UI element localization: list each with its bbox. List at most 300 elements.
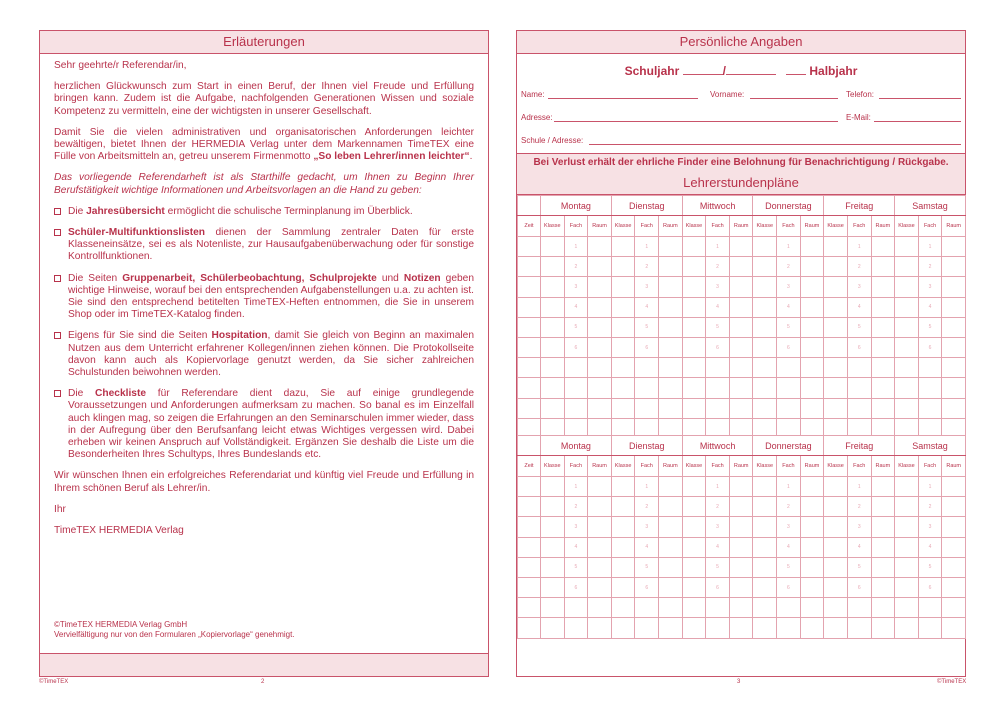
- timetable-cell[interactable]: 1: [847, 477, 871, 497]
- timetable-cell[interactable]: [541, 297, 565, 317]
- timetable-cell[interactable]: [682, 537, 706, 557]
- timetable-cell[interactable]: [753, 257, 777, 277]
- timetable-cell[interactable]: [895, 477, 919, 497]
- timetable-cell[interactable]: [753, 297, 777, 317]
- timetable-cell[interactable]: [824, 537, 848, 557]
- timetable-cell[interactable]: [871, 317, 895, 337]
- timetable-cell[interactable]: 6: [635, 337, 659, 357]
- timetable-cell[interactable]: [729, 257, 753, 277]
- timetable-cell[interactable]: 2: [918, 257, 942, 277]
- timetable-cell[interactable]: [541, 337, 565, 357]
- timetable-cell[interactable]: 6: [706, 577, 730, 597]
- timetable-cell[interactable]: [635, 618, 659, 638]
- timetable-cell[interactable]: 4: [777, 297, 801, 317]
- timetable-cell[interactable]: 4: [918, 537, 942, 557]
- timetable-cell[interactable]: [588, 598, 612, 618]
- timetable-cell[interactable]: [777, 358, 801, 378]
- timetable-cell[interactable]: [824, 257, 848, 277]
- timetable-cell[interactable]: [611, 398, 635, 418]
- timetable-cell[interactable]: [871, 618, 895, 638]
- timetable-cell[interactable]: 1: [918, 477, 942, 497]
- timetable-cell[interactable]: [682, 237, 706, 257]
- timetable-cell[interactable]: [611, 618, 635, 638]
- timetable-cell[interactable]: [564, 398, 588, 418]
- timetable-cell[interactable]: [800, 337, 824, 357]
- timetable-cell[interactable]: [800, 358, 824, 378]
- timetable-cell[interactable]: [800, 517, 824, 537]
- timetable-cell[interactable]: 4: [564, 537, 588, 557]
- timetable-cell[interactable]: [682, 557, 706, 577]
- timetable-cell[interactable]: [895, 317, 919, 337]
- timetable-cell[interactable]: [895, 257, 919, 277]
- timetable-cell[interactable]: 3: [635, 517, 659, 537]
- timetable-cell[interactable]: [753, 317, 777, 337]
- timetable-cell[interactable]: [588, 537, 612, 557]
- timetable-cell[interactable]: [753, 237, 777, 257]
- time-cell[interactable]: [518, 297, 541, 317]
- timetable-cell[interactable]: [729, 537, 753, 557]
- timetable-cell[interactable]: 5: [706, 557, 730, 577]
- halbjahr-field[interactable]: [786, 64, 806, 75]
- timetable-cell[interactable]: 6: [847, 577, 871, 597]
- timetable-cell[interactable]: [871, 297, 895, 317]
- timetable-cell[interactable]: [682, 277, 706, 297]
- timetable-cell[interactable]: [611, 257, 635, 277]
- timetable-cell[interactable]: [918, 358, 942, 378]
- timetable-cell[interactable]: 2: [564, 497, 588, 517]
- timetable-cell[interactable]: 4: [706, 297, 730, 317]
- timetable-cell[interactable]: [682, 577, 706, 597]
- timetable-cell[interactable]: 2: [847, 257, 871, 277]
- timetable-cell[interactable]: [541, 477, 565, 497]
- time-cell[interactable]: [518, 337, 541, 357]
- timetable-cell[interactable]: [659, 358, 683, 378]
- timetable-cell[interactable]: [895, 577, 919, 597]
- timetable-cell[interactable]: [541, 598, 565, 618]
- timetable-cell[interactable]: [942, 477, 966, 497]
- timetable-cell[interactable]: 4: [847, 537, 871, 557]
- timetable-cell[interactable]: [753, 358, 777, 378]
- timetable-cell[interactable]: 5: [777, 557, 801, 577]
- email-field[interactable]: [874, 121, 961, 122]
- timetable-cell[interactable]: [706, 398, 730, 418]
- timetable-cell[interactable]: [541, 577, 565, 597]
- adresse-field[interactable]: [554, 121, 838, 122]
- timetable-cell[interactable]: [942, 577, 966, 597]
- timetable-cell[interactable]: [611, 358, 635, 378]
- timetable-cell[interactable]: 1: [847, 237, 871, 257]
- timetable-cell[interactable]: 3: [564, 517, 588, 537]
- timetable-cell[interactable]: [588, 257, 612, 277]
- timetable-cell[interactable]: 2: [918, 497, 942, 517]
- timetable-cell[interactable]: [847, 598, 871, 618]
- timetable-cell[interactable]: [588, 398, 612, 418]
- timetable-cell[interactable]: [895, 277, 919, 297]
- timetable-cell[interactable]: 5: [706, 317, 730, 337]
- timetable-cell[interactable]: [753, 618, 777, 638]
- timetable-cell[interactable]: [942, 618, 966, 638]
- timetable-cell[interactable]: [729, 297, 753, 317]
- timetable-cell[interactable]: [611, 297, 635, 317]
- timetable-cell[interactable]: 2: [564, 257, 588, 277]
- timetable-cell[interactable]: [706, 598, 730, 618]
- timetable-cell[interactable]: [895, 537, 919, 557]
- timetable-cell[interactable]: 5: [918, 557, 942, 577]
- timetable-cell[interactable]: 2: [706, 497, 730, 517]
- timetable-cell[interactable]: [588, 577, 612, 597]
- timetable-cell[interactable]: [800, 477, 824, 497]
- timetable-cell[interactable]: 6: [635, 577, 659, 597]
- timetable-cell[interactable]: [942, 537, 966, 557]
- timetable-cell[interactable]: 3: [706, 517, 730, 537]
- timetable-cell[interactable]: [871, 237, 895, 257]
- timetable-cell[interactable]: [753, 277, 777, 297]
- timetable-cell[interactable]: [541, 497, 565, 517]
- timetable-cell[interactable]: [611, 277, 635, 297]
- timetable-cell[interactable]: [895, 598, 919, 618]
- timetable-cell[interactable]: [895, 297, 919, 317]
- timetable-cell[interactable]: 6: [918, 577, 942, 597]
- timetable-cell[interactable]: 4: [847, 297, 871, 317]
- timetable-cell[interactable]: [895, 358, 919, 378]
- timetable-cell[interactable]: [706, 618, 730, 638]
- timetable-cell[interactable]: [942, 557, 966, 577]
- timetable-cell[interactable]: [895, 557, 919, 577]
- timetable-cell[interactable]: [659, 297, 683, 317]
- timetable-cell[interactable]: [659, 398, 683, 418]
- timetable-cell[interactable]: [682, 598, 706, 618]
- timetable-cell[interactable]: [682, 398, 706, 418]
- timetable-cell[interactable]: [659, 277, 683, 297]
- year-field-2[interactable]: [726, 64, 776, 75]
- timetable-cell[interactable]: [635, 378, 659, 398]
- timetable-cell[interactable]: [895, 517, 919, 537]
- timetable-cell[interactable]: [777, 398, 801, 418]
- timetable-cell[interactable]: [564, 358, 588, 378]
- timetable-cell[interactable]: [824, 497, 848, 517]
- timetable-cell[interactable]: [682, 378, 706, 398]
- timetable-cell[interactable]: 5: [564, 557, 588, 577]
- timetable-cell[interactable]: 1: [706, 477, 730, 497]
- timetable-cell[interactable]: [729, 618, 753, 638]
- timetable-cell[interactable]: [706, 378, 730, 398]
- time-cell[interactable]: [518, 358, 541, 378]
- timetable-cell[interactable]: [611, 237, 635, 257]
- timetable-cell[interactable]: [777, 598, 801, 618]
- timetable-cell[interactable]: [659, 497, 683, 517]
- timetable-cell[interactable]: [729, 358, 753, 378]
- timetable-cell[interactable]: [895, 337, 919, 357]
- timetable-cell[interactable]: 6: [918, 337, 942, 357]
- timetable-cell[interactable]: 1: [564, 477, 588, 497]
- timetable-cell[interactable]: [588, 317, 612, 337]
- timetable-cell[interactable]: [588, 297, 612, 317]
- timetable-cell[interactable]: [824, 618, 848, 638]
- timetable-cell[interactable]: [871, 598, 895, 618]
- timetable-cell[interactable]: [541, 378, 565, 398]
- timetable-cell[interactable]: [729, 557, 753, 577]
- timetable-cell[interactable]: [871, 517, 895, 537]
- timetable-cell[interactable]: 3: [777, 277, 801, 297]
- timetable-cell[interactable]: [682, 497, 706, 517]
- timetable-cell[interactable]: [541, 257, 565, 277]
- time-cell[interactable]: [518, 237, 541, 257]
- timetable-cell[interactable]: [824, 398, 848, 418]
- timetable-cell[interactable]: 5: [847, 557, 871, 577]
- timetable-cell[interactable]: [753, 337, 777, 357]
- schule-field[interactable]: [589, 144, 961, 145]
- time-cell[interactable]: [518, 497, 541, 517]
- timetable-cell[interactable]: 3: [635, 277, 659, 297]
- timetable-cell[interactable]: [611, 337, 635, 357]
- timetable-cell[interactable]: [659, 598, 683, 618]
- timetable-cell[interactable]: [611, 598, 635, 618]
- timetable-cell[interactable]: [588, 497, 612, 517]
- timetable-cell[interactable]: [588, 237, 612, 257]
- timetable-cell[interactable]: [659, 477, 683, 497]
- time-cell[interactable]: [518, 257, 541, 277]
- timetable-cell[interactable]: [541, 517, 565, 537]
- timetable-cell[interactable]: [635, 598, 659, 618]
- timetable-cell[interactable]: 3: [564, 277, 588, 297]
- timetable-cell[interactable]: [729, 517, 753, 537]
- timetable-cell[interactable]: [729, 398, 753, 418]
- timetable-cell[interactable]: [942, 517, 966, 537]
- timetable-cell[interactable]: [541, 537, 565, 557]
- timetable-cell[interactable]: 6: [847, 337, 871, 357]
- timetable-cell[interactable]: [729, 378, 753, 398]
- time-cell[interactable]: [518, 477, 541, 497]
- timetable-cell[interactable]: [541, 398, 565, 418]
- timetable-cell[interactable]: [611, 517, 635, 537]
- time-cell[interactable]: [518, 598, 541, 618]
- timetable-cell[interactable]: 1: [777, 237, 801, 257]
- timetable-cell[interactable]: [824, 378, 848, 398]
- timetable-cell[interactable]: 2: [635, 497, 659, 517]
- timetable-cell[interactable]: [659, 577, 683, 597]
- timetable-cell[interactable]: 5: [635, 317, 659, 337]
- timetable-cell[interactable]: [659, 537, 683, 557]
- timetable-cell[interactable]: [729, 317, 753, 337]
- timetable-cell[interactable]: [541, 618, 565, 638]
- timetable-cell[interactable]: [729, 497, 753, 517]
- timetable-cell[interactable]: [824, 237, 848, 257]
- timetable-cell[interactable]: [729, 277, 753, 297]
- timetable-cell[interactable]: [824, 317, 848, 337]
- timetable-cell[interactable]: [588, 337, 612, 357]
- timetable-cell[interactable]: [871, 358, 895, 378]
- timetable-cell[interactable]: [800, 577, 824, 597]
- timetable-cell[interactable]: [824, 337, 848, 357]
- timetable-cell[interactable]: [682, 618, 706, 638]
- timetable-cell[interactable]: [895, 618, 919, 638]
- timetable-cell[interactable]: [659, 317, 683, 337]
- time-cell[interactable]: [518, 277, 541, 297]
- timetable-cell[interactable]: 2: [777, 497, 801, 517]
- timetable-cell[interactable]: [871, 557, 895, 577]
- timetable-cell[interactable]: 2: [847, 497, 871, 517]
- timetable-cell[interactable]: [682, 517, 706, 537]
- timetable-cell[interactable]: [800, 297, 824, 317]
- timetable-cell[interactable]: 1: [635, 237, 659, 257]
- timetable-cell[interactable]: [895, 398, 919, 418]
- timetable-cell[interactable]: [942, 378, 966, 398]
- timetable-cell[interactable]: [942, 398, 966, 418]
- timetable-cell[interactable]: [659, 257, 683, 277]
- name-field[interactable]: [548, 98, 698, 99]
- timetable-cell[interactable]: [729, 598, 753, 618]
- timetable-cell[interactable]: 1: [706, 237, 730, 257]
- timetable-cell[interactable]: [800, 257, 824, 277]
- telefon-field[interactable]: [879, 98, 961, 99]
- timetable-cell[interactable]: [895, 378, 919, 398]
- timetable-cell[interactable]: [942, 358, 966, 378]
- timetable-cell[interactable]: [824, 358, 848, 378]
- timetable-cell[interactable]: 3: [847, 517, 871, 537]
- timetable-cell[interactable]: 1: [564, 237, 588, 257]
- timetable-cell[interactable]: [541, 237, 565, 257]
- timetable-cell[interactable]: [871, 537, 895, 557]
- timetable-cell[interactable]: 4: [635, 297, 659, 317]
- timetable-cell[interactable]: 6: [706, 337, 730, 357]
- timetable-cell[interactable]: [682, 477, 706, 497]
- timetable-cell[interactable]: 1: [777, 477, 801, 497]
- timetable-cell[interactable]: [777, 618, 801, 638]
- timetable-cell[interactable]: [942, 257, 966, 277]
- timetable-cell[interactable]: 4: [706, 537, 730, 557]
- timetable-cell[interactable]: [895, 497, 919, 517]
- time-cell[interactable]: [518, 398, 541, 418]
- timetable-cell[interactable]: [659, 618, 683, 638]
- timetable-cell[interactable]: [753, 598, 777, 618]
- timetable-cell[interactable]: [635, 398, 659, 418]
- timetable-cell[interactable]: [659, 237, 683, 257]
- timetable-cell[interactable]: [942, 277, 966, 297]
- timetable-cell[interactable]: [824, 598, 848, 618]
- timetable-cell[interactable]: [824, 277, 848, 297]
- timetable-cell[interactable]: 5: [635, 557, 659, 577]
- timetable-cell[interactable]: 4: [777, 537, 801, 557]
- timetable-cell[interactable]: [588, 378, 612, 398]
- timetable-cell[interactable]: [942, 598, 966, 618]
- timetable-cell[interactable]: [753, 537, 777, 557]
- timetable-cell[interactable]: [682, 317, 706, 337]
- timetable-cell[interactable]: 2: [777, 257, 801, 277]
- timetable-cell[interactable]: [611, 317, 635, 337]
- timetable-cell[interactable]: [753, 398, 777, 418]
- timetable-cell[interactable]: [682, 337, 706, 357]
- timetable-cell[interactable]: [871, 477, 895, 497]
- timetable-cell[interactable]: [659, 337, 683, 357]
- timetable-cell[interactable]: [824, 517, 848, 537]
- timetable-cell[interactable]: [541, 358, 565, 378]
- timetable-cell[interactable]: 4: [564, 297, 588, 317]
- timetable-cell[interactable]: [564, 378, 588, 398]
- timetable-cell[interactable]: [871, 378, 895, 398]
- timetable-cell[interactable]: 6: [777, 337, 801, 357]
- timetable-cell[interactable]: [800, 277, 824, 297]
- timetable-cell[interactable]: 6: [564, 337, 588, 357]
- timetable-cell[interactable]: [847, 618, 871, 638]
- timetable-cell[interactable]: [800, 618, 824, 638]
- timetable-cell[interactable]: [706, 358, 730, 378]
- time-cell[interactable]: [518, 618, 541, 638]
- timetable-cell[interactable]: [564, 618, 588, 638]
- timetable-cell[interactable]: 3: [706, 277, 730, 297]
- timetable-cell[interactable]: [659, 557, 683, 577]
- timetable-cell[interactable]: 3: [918, 277, 942, 297]
- timetable-cell[interactable]: [800, 537, 824, 557]
- timetable-cell[interactable]: [800, 497, 824, 517]
- timetable-cell[interactable]: [800, 598, 824, 618]
- timetable-cell[interactable]: [824, 297, 848, 317]
- timetable-cell[interactable]: 5: [918, 317, 942, 337]
- timetable-cell[interactable]: [753, 378, 777, 398]
- time-cell[interactable]: [518, 537, 541, 557]
- timetable-cell[interactable]: [871, 337, 895, 357]
- timetable-cell[interactable]: [942, 297, 966, 317]
- vorname-field[interactable]: [750, 98, 838, 99]
- timetable-cell[interactable]: [611, 378, 635, 398]
- timetable-cell[interactable]: [942, 317, 966, 337]
- timetable-cell[interactable]: [659, 378, 683, 398]
- timetable-cell[interactable]: [871, 497, 895, 517]
- timetable-cell[interactable]: [800, 237, 824, 257]
- timetable-cell[interactable]: [588, 517, 612, 537]
- time-cell[interactable]: [518, 517, 541, 537]
- timetable-cell[interactable]: [682, 358, 706, 378]
- timetable-cell[interactable]: [682, 297, 706, 317]
- timetable-cell[interactable]: 1: [918, 237, 942, 257]
- timetable-cell[interactable]: [588, 358, 612, 378]
- timetable-cell[interactable]: [871, 577, 895, 597]
- timetable-cell[interactable]: [564, 598, 588, 618]
- timetable-cell[interactable]: 3: [918, 517, 942, 537]
- timetable-cell[interactable]: [918, 398, 942, 418]
- timetable-cell[interactable]: [541, 277, 565, 297]
- timetable-cell[interactable]: [800, 378, 824, 398]
- timetable-cell[interactable]: 3: [777, 517, 801, 537]
- timetable-cell[interactable]: [871, 277, 895, 297]
- timetable-cell[interactable]: [753, 557, 777, 577]
- timetable-cell[interactable]: [824, 557, 848, 577]
- timetable-cell[interactable]: 4: [918, 297, 942, 317]
- timetable-cell[interactable]: [753, 517, 777, 537]
- timetable-cell[interactable]: [800, 557, 824, 577]
- timetable-cell[interactable]: 6: [777, 577, 801, 597]
- timetable-cell[interactable]: 5: [847, 317, 871, 337]
- timetable-cell[interactable]: [541, 317, 565, 337]
- time-cell[interactable]: [518, 577, 541, 597]
- timetable-cell[interactable]: [611, 557, 635, 577]
- timetable-cell[interactable]: [682, 257, 706, 277]
- timetable-cell[interactable]: [588, 477, 612, 497]
- timetable-cell[interactable]: [611, 537, 635, 557]
- timetable-cell[interactable]: 1: [635, 477, 659, 497]
- timetable-cell[interactable]: 5: [777, 317, 801, 337]
- time-cell[interactable]: [518, 557, 541, 577]
- timetable-cell[interactable]: [753, 577, 777, 597]
- timetable-cell[interactable]: [729, 577, 753, 597]
- timetable-cell[interactable]: [635, 358, 659, 378]
- timetable-cell[interactable]: [847, 398, 871, 418]
- timetable-cell[interactable]: [588, 618, 612, 638]
- timetable-cell[interactable]: [777, 378, 801, 398]
- timetable-cell[interactable]: [729, 337, 753, 357]
- timetable-cell[interactable]: [541, 557, 565, 577]
- timetable-cell[interactable]: [753, 477, 777, 497]
- timetable-cell[interactable]: [942, 497, 966, 517]
